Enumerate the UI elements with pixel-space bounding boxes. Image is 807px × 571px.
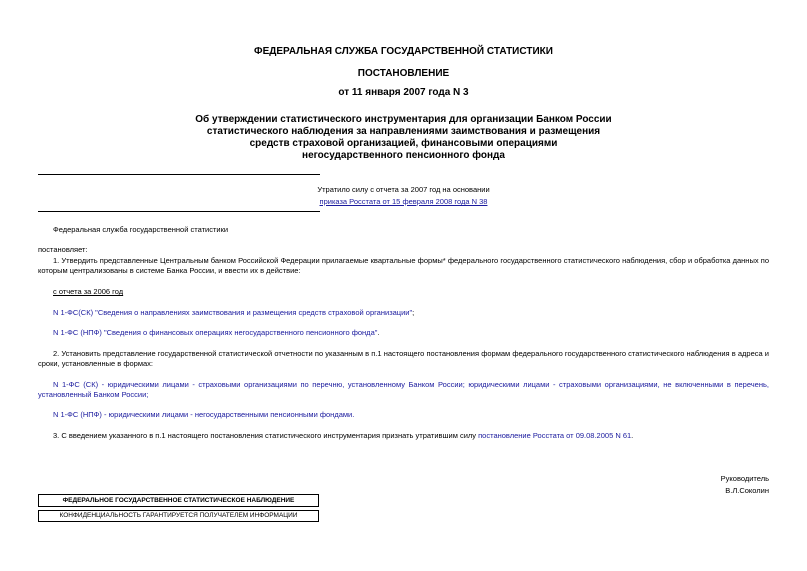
federal-observation-box: ФЕДЕРАЛЬНОЕ ГОСУДАРСТВЕННОЕ СТАТИСТИЧЕСКОЕ НАБЛЮДЕНИЕ (38, 494, 319, 507)
document-type: ПОСТАНОВЛЕНИЕ (357, 68, 450, 79)
paragraph-3 (53, 431, 769, 441)
form-2-tail: . (377, 328, 380, 337)
form-2-line (53, 328, 769, 338)
form-1-line (53, 308, 769, 318)
status-link-line (0, 197, 807, 206)
paragraph-1 (38, 256, 769, 276)
paragraph-1-text: 1. Утвердить представленные Центральным банком Российской Федерации прилагаемые квартальные формы* федерального государственного статистического наблюдения, сбор и обработка данных по которым централизованы в системе Банка России, и ввести их в действие: (38, 256, 769, 275)
form-2-link[interactable]: N 1-ФС (НПФ) "Сведения о финансовых операциях негосударственного пенсионного фонда" (53, 328, 378, 337)
issuer-text: Федеральная служба государственной статистики (53, 225, 229, 234)
repealed-resolution-link[interactable]: постановление Росстата от 09.08.2005 N 61 (478, 431, 632, 440)
form-2-recipients-link[interactable]: N 1-ФС (НПФ) - юридическими лицами - негосударственными пенсионными фондами. (53, 410, 355, 419)
status-note: Утратило силу с отчета за 2007 год на основании (317, 185, 490, 194)
title-line: статистического наблюдения за направлениями заимствования и размещения (206, 126, 601, 137)
form-1-recipients (38, 380, 769, 400)
form-1-link[interactable]: N 1-ФС(СК) "Сведения о направлениях заимствования и размещения средств страховой организации" (53, 308, 413, 317)
form-1-tail: ; (412, 308, 415, 317)
paragraph-3-tail: . (631, 431, 634, 440)
signer-role: Руководитель (720, 474, 769, 483)
since-line (53, 287, 769, 297)
title-line: средств страховой организацией, финансовыми операциями (249, 138, 558, 149)
form-1-recipients-link[interactable]: N 1-ФС (СК) - юридическими лицами - страховыми организациями по перечню, установленному Банком России; юридическими лицами - страховыми организациями, не включенными в перечень, установленный Банком России; (38, 380, 769, 399)
document-date-number: от 11 января 2007 года N 3 (338, 87, 469, 98)
form-2-recipients (53, 410, 769, 420)
title-line: негосударственного пенсионного фонда (302, 150, 505, 161)
signer-name: В.Л.Соколин (725, 486, 769, 495)
divider-top (38, 174, 320, 175)
repeal-order-link[interactable]: приказа Росстата от 15 февраля 2008 года N 38 (319, 197, 488, 206)
title-line: Об утверждении статистического инструментария для организации Банком России (195, 114, 612, 125)
resolves-text: постановляет: (38, 245, 88, 254)
paragraph-2 (38, 349, 769, 369)
signature-block (560, 473, 769, 497)
since-text: с отчета за 2006 год (53, 287, 124, 296)
divider-bottom (38, 211, 320, 212)
paragraph-3-text: 3. С введением указанного в п.1 настоящего постановления статистического инструментария признать утратившим силу (53, 431, 479, 440)
document-title (0, 114, 807, 162)
confidentiality-box: КОНФИДЕНЦИАЛЬНОСТЬ ГАРАНТИРУЕТСЯ ПОЛУЧАТЕЛЕМ ИНФОРМАЦИИ (38, 510, 319, 522)
paragraph-2-text: 2. Установить представление государственной статистической отчетности по указанным в п.1 настоящего постановления формам федерального государственного статистического наблюдения в адреса и сроки, установленные в формах: (38, 349, 769, 368)
agency-heading: ФЕДЕРАЛЬНАЯ СЛУЖБА ГОСУДАРСТВЕННОЙ СТАТИСТИКИ (254, 46, 553, 57)
